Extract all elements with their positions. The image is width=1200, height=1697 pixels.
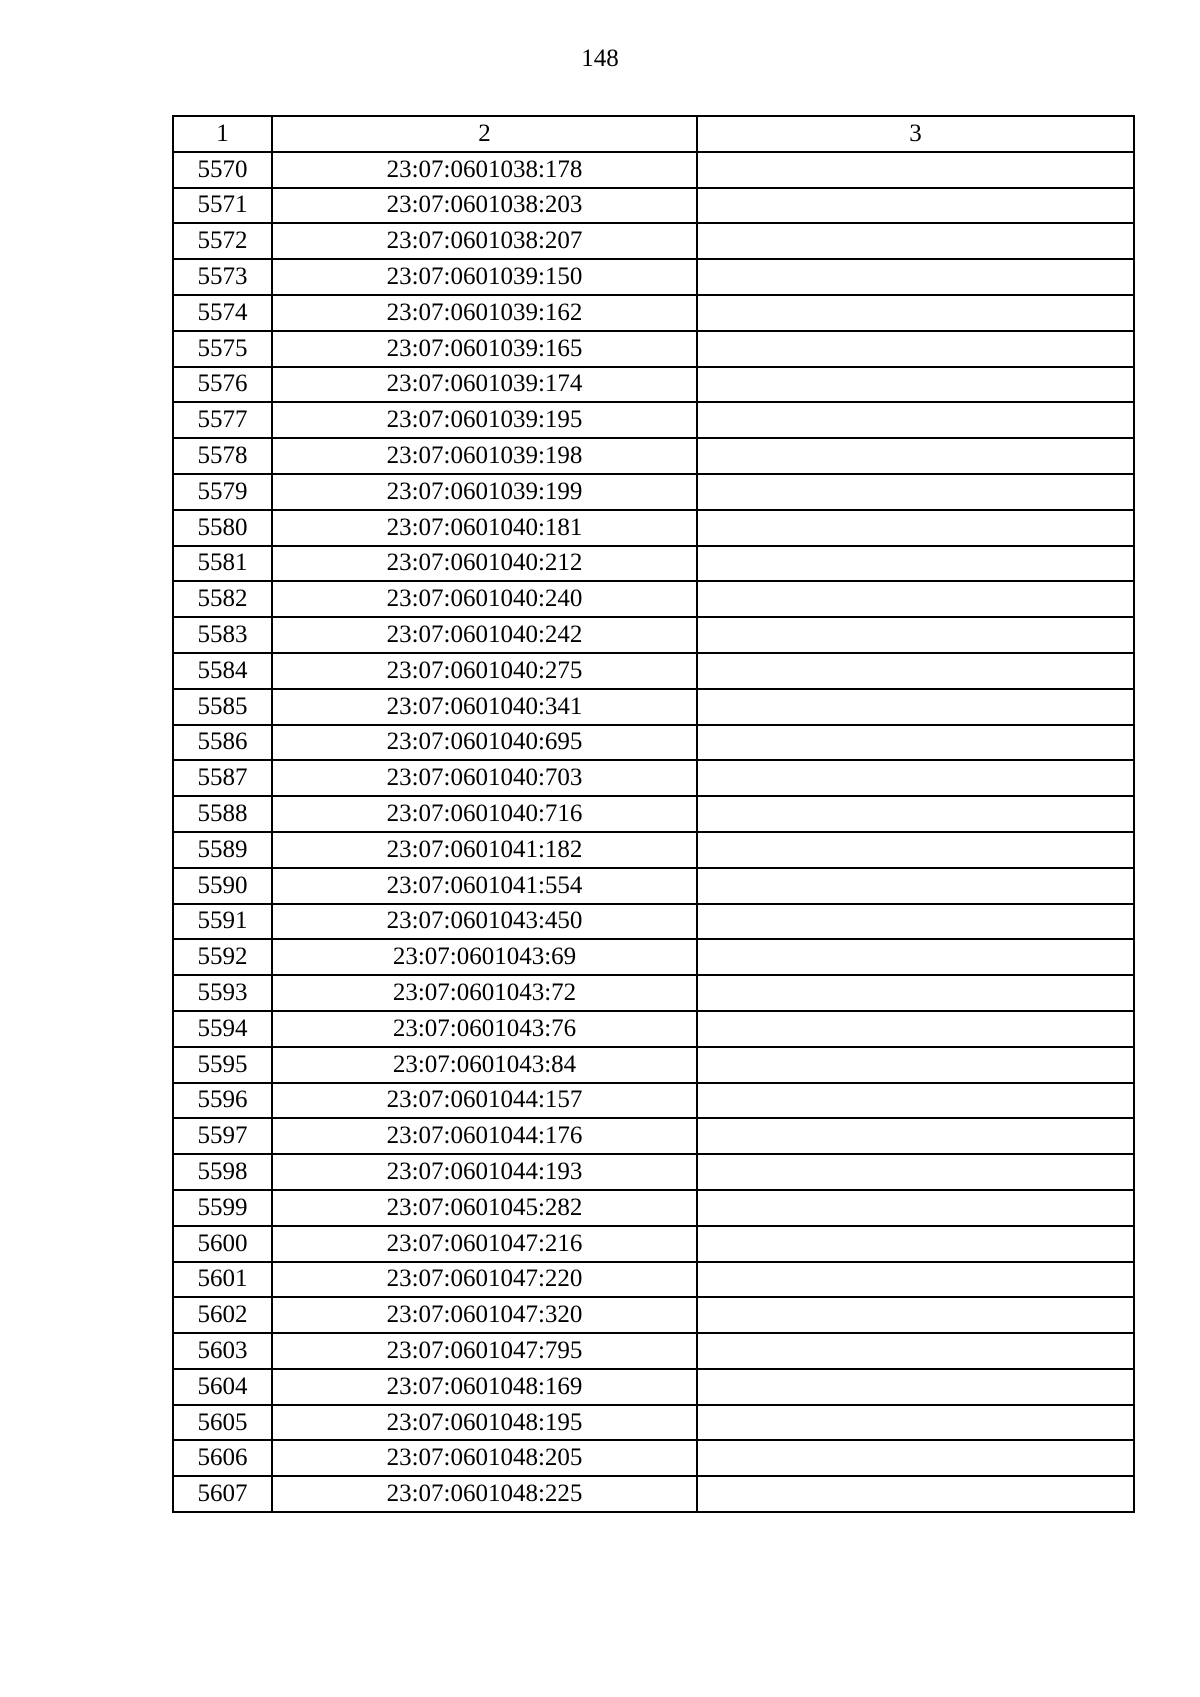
row-number-cell: 5582 [173,581,272,617]
table-row [173,1297,1134,1333]
table-row [173,1262,1134,1298]
row-number-cell: 5578 [173,438,272,474]
row-number-cell: 5603 [173,1333,272,1369]
row-number-cell: 5586 [173,725,272,761]
cadastral-number-cell: 23:07:0601048:225 [272,1476,697,1512]
table-row [173,259,1134,295]
cadastral-number-cell: 23:07:0601041:554 [272,868,697,904]
table-row [173,617,1134,653]
note-cell [697,725,1134,761]
cadastral-number-cell: 23:07:0601040:703 [272,760,697,796]
note-cell [697,1262,1134,1298]
note-cell [697,1190,1134,1226]
row-number-cell: 5595 [173,1047,272,1083]
row-number-cell: 5576 [173,367,272,403]
column-header-3: 3 [697,116,1134,152]
table-row [173,1476,1134,1512]
row-number-cell: 5598 [173,1154,272,1190]
cadastral-number-cell: 23:07:0601041:182 [272,832,697,868]
note-cell [697,367,1134,403]
note-cell [697,1405,1134,1441]
row-number-cell: 5607 [173,1476,272,1512]
cadastral-number-cell: 23:07:0601039:165 [272,331,697,367]
row-number-cell: 5588 [173,796,272,832]
row-number-cell: 5583 [173,617,272,653]
note-cell [697,1011,1134,1047]
column-header-2: 2 [272,116,697,152]
row-number-cell: 5581 [173,546,272,582]
table-row [173,868,1134,904]
cadastral-number-cell: 23:07:0601047:795 [272,1333,697,1369]
table-row [173,546,1134,582]
table-header [173,116,1134,152]
row-number-cell: 5606 [173,1440,272,1476]
cadastral-number-cell: 23:07:0601040:242 [272,617,697,653]
cadastral-number-cell: 23:07:0601048:195 [272,1405,697,1441]
table-row [173,653,1134,689]
cadastral-number-cell: 23:07:0601039:195 [272,402,697,438]
note-cell [697,1083,1134,1119]
note-cell [697,689,1134,725]
cadastral-number-cell: 23:07:0601039:199 [272,474,697,510]
cadastral-number-cell: 23:07:0601039:150 [272,259,697,295]
row-number-cell: 5601 [173,1262,272,1298]
row-number-cell: 5597 [173,1118,272,1154]
table-body [173,152,1134,1512]
table-row [173,438,1134,474]
table-header-row [173,116,1134,152]
table-row [173,689,1134,725]
page-number: 148 [581,45,619,72]
row-number-cell: 5585 [173,689,272,725]
row-number-cell: 5605 [173,1405,272,1441]
table-row [173,474,1134,510]
table-row [173,1369,1134,1405]
table-row [173,1333,1134,1369]
cadastral-number-cell: 23:07:0601043:76 [272,1011,697,1047]
cadastral-number-cell: 23:07:0601039:198 [272,438,697,474]
row-number-cell: 5579 [173,474,272,510]
table-row [173,188,1134,224]
cadastral-number-cell: 23:07:0601040:716 [272,796,697,832]
note-cell [697,331,1134,367]
row-number-cell: 5594 [173,1011,272,1047]
table-row [173,1011,1134,1047]
table-row [173,939,1134,975]
table-row [173,295,1134,331]
note-cell [697,223,1134,259]
note-cell [697,510,1134,546]
row-number-cell: 5587 [173,760,272,796]
cadastral-number-cell: 23:07:0601040:181 [272,510,697,546]
note-cell [697,653,1134,689]
row-number-cell: 5570 [173,152,272,188]
cadastral-number-cell: 23:07:0601048:205 [272,1440,697,1476]
cadastral-number-cell: 23:07:0601048:169 [272,1369,697,1405]
row-number-cell: 5589 [173,832,272,868]
row-number-cell: 5590 [173,868,272,904]
cadastral-number-cell: 23:07:0601047:320 [272,1297,697,1333]
cadastral-number-cell: 23:07:0601040:695 [272,725,697,761]
note-cell [697,1154,1134,1190]
table-row [173,367,1134,403]
note-cell [697,1226,1134,1262]
cadastral-number-cell: 23:07:0601045:282 [272,1190,697,1226]
cadastral-number-cell: 23:07:0601044:157 [272,1083,697,1119]
note-cell [697,474,1134,510]
note-cell [697,152,1134,188]
note-cell [697,259,1134,295]
note-cell [697,617,1134,653]
table-row [173,402,1134,438]
note-cell [697,1369,1134,1405]
table-row [173,1154,1134,1190]
cadastral-number-cell: 23:07:0601038:207 [272,223,697,259]
note-cell [697,760,1134,796]
row-number-cell: 5571 [173,188,272,224]
note-cell [697,188,1134,224]
note-cell [697,904,1134,940]
cadastral-number-cell: 23:07:0601043:72 [272,975,697,1011]
row-number-cell: 5573 [173,259,272,295]
table-row [173,331,1134,367]
note-cell [697,796,1134,832]
row-number-cell: 5596 [173,1083,272,1119]
data-table [172,115,1135,1513]
table-row [173,1405,1134,1441]
row-number-cell: 5591 [173,904,272,940]
note-cell [697,868,1134,904]
row-number-cell: 5593 [173,975,272,1011]
cadastral-number-cell: 23:07:0601043:450 [272,904,697,940]
note-cell [697,1440,1134,1476]
note-cell [697,295,1134,331]
row-number-cell: 5599 [173,1190,272,1226]
row-number-cell: 5575 [173,331,272,367]
row-number-cell: 5572 [173,223,272,259]
cadastral-number-cell: 23:07:0601044:176 [272,1118,697,1154]
cadastral-number-cell: 23:07:0601040:341 [272,689,697,725]
note-cell [697,438,1134,474]
note-cell [697,1476,1134,1512]
row-number-cell: 5592 [173,939,272,975]
table-row [173,510,1134,546]
table-row [173,1047,1134,1083]
row-number-cell: 5584 [173,653,272,689]
table-row [173,796,1134,832]
row-number-cell: 5602 [173,1297,272,1333]
row-number-cell: 5580 [173,510,272,546]
cadastral-number-cell: 23:07:0601038:203 [272,188,697,224]
note-cell [697,1333,1134,1369]
table-row [173,1440,1134,1476]
note-cell [697,546,1134,582]
note-cell [697,1047,1134,1083]
note-cell [697,1297,1134,1333]
cadastral-number-cell: 23:07:0601047:216 [272,1226,697,1262]
cadastral-number-cell: 23:07:0601040:240 [272,581,697,617]
table-row [173,223,1134,259]
cadastral-number-cell: 23:07:0601044:193 [272,1154,697,1190]
note-cell [697,1118,1134,1154]
row-number-cell: 5574 [173,295,272,331]
column-header-1: 1 [173,116,272,152]
cadastral-number-cell: 23:07:0601039:174 [272,367,697,403]
table-row [173,725,1134,761]
table-row [173,832,1134,868]
note-cell [697,939,1134,975]
row-number-cell: 5577 [173,402,272,438]
table-row [173,1190,1134,1226]
cadastral-number-cell: 23:07:0601047:220 [272,1262,697,1298]
cadastral-number-cell: 23:07:0601043:69 [272,939,697,975]
cadastral-number-cell: 23:07:0601038:178 [272,152,697,188]
table-row [173,904,1134,940]
table-row [173,760,1134,796]
note-cell [697,402,1134,438]
table-row [173,152,1134,188]
note-cell [697,975,1134,1011]
table-row [173,581,1134,617]
table-row [173,1118,1134,1154]
cadastral-number-cell: 23:07:0601040:212 [272,546,697,582]
table-row [173,1226,1134,1262]
note-cell [697,832,1134,868]
table-row [173,975,1134,1011]
row-number-cell: 5604 [173,1369,272,1405]
cadastral-number-cell: 23:07:0601040:275 [272,653,697,689]
table-row [173,1083,1134,1119]
note-cell [697,581,1134,617]
cadastral-number-cell: 23:07:0601043:84 [272,1047,697,1083]
row-number-cell: 5600 [173,1226,272,1262]
cadastral-number-cell: 23:07:0601039:162 [272,295,697,331]
